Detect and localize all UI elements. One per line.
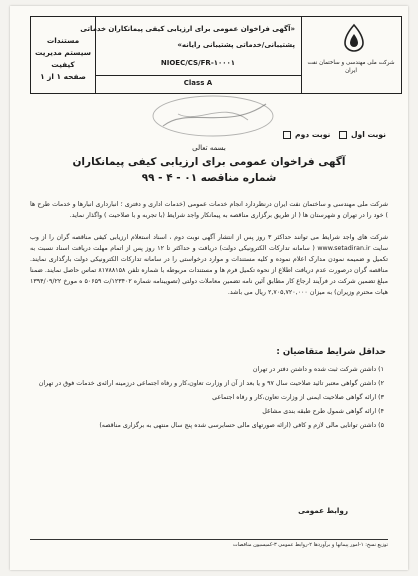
signature-label: روابط عمومی (298, 506, 348, 515)
document-page (10, 6, 408, 570)
issue-checkboxes (282, 130, 386, 139)
doc-title-line2: پشتیبانی/خدماتی پشتیبانی رایانه» (177, 41, 295, 49)
organization-name: شرکت ملی مهندسی و ساختمان نفت ایران (307, 60, 395, 74)
intro-paragraph: شرکت ملی مهندسی و ساختمان نفت ایران درنظردارد انجام خدمات عمومی (خدمات اداری و دفتری ؛ انبارداری انبارها و خدمات طرح ها ) خود را در تهران و شهرستان ها ( از طریق برگزاری مناقصه به پیمانکار واجد شرایط (با تجربه و با صلاحیت ) واگذار نماید. (30, 201, 388, 219)
nioec-logo-icon (341, 23, 367, 53)
first-issue-checkbox[interactable] (339, 131, 347, 139)
condition-item: ۳) ارائه گواهی صلاحیت ایمنی از وزارت تعاون،کار و رفاه اجتماعی (212, 394, 384, 401)
doc-code: NIOEC/CS/FR-۱۰۰۰۱ (160, 59, 236, 67)
condition-item: ۲) داشتن گواهی معتبر تائید صلاحیت سال ۹۷ و یا بعد از آن از وزارت تعاون،کار و رفاه اجتماعی درزمینه ارائه‌ی خدمات فوق در تهران (38, 380, 384, 387)
condition-item: ۵) داشتن توانایی مالی لازم و کافی (ارائه صورتهای مالی حسابرسی شده پنج سال منتهی به برگزاری مناقصه) (99, 422, 384, 429)
approval-stamp-icon (138, 86, 288, 146)
second-issue-label: نوبت دوم (295, 130, 331, 139)
first-issue-label: نوبت اول (350, 130, 386, 139)
condition-item: ۱) داشتن شرکت ثبت شده و داشتن دفتر در تهران (252, 366, 384, 373)
second-issue-checkbox[interactable] (283, 131, 291, 139)
distribution-footer: توزیع نسخ: ۱-امور پیمانها و برآوردها ۲-روابط عمومی ۳-کمیسیون مناقصات (232, 542, 388, 548)
conditions-heading: حداقل شرایط متقاضیان : (276, 347, 386, 357)
condition-item: ۴) ارائه گواهی شمول طرح طبقه بندی مشاغل (262, 408, 384, 415)
class-label: Class A (183, 79, 213, 87)
instructions-paragraph: شرکت های واجد شرایط می توانند حداکثر ۳ روز پس از انتشار آگهی نوبت دوم ، اسناد استعلام ارزیابی کیفی مناقصه گران را از وب سایت www.setadiran.ir ( سامانه تدارکات الکترونیکی دولت) دریافت و حداکثر تا ۱۲ روز پس از اتمام مهلت دریافت اسناد نسبت به تکمیل و ضمیمه نمودن مدارک اعلام نموده و کلیه مستندات و موارد درخواستی را در سامانه تدارکات الکترونیکی دولت بارگذاری نمایند. مناقصه گران درصورت عدم دریافت اطلاع از نحوه تکمیل فرم ها و مستندات مربوطه با شماره تلفن ۸۱۷۸۸۱۵۸ تماس حاصل نمایند. ضمنا مبلغ تضمین شرکت در فرآیند ارجاع کار مطابق آئین نامه تضمین معاملات دولتی (تصویبنامه شماره ۱۲۳۴۰۲/ت ۵۰۶۵۹ ه مورخ ۱۳۹۴/۰۹/۲۲ هیات محترم وزیران) به میزان ۲,۷۰۵,۷۲۰,۰۰۰ ریال می باشد. (30, 234, 389, 296)
header-title-cell (80, 17, 302, 93)
header-logo-cell (301, 17, 401, 93)
footer-divider (30, 539, 388, 540)
conditions-list (30, 364, 384, 434)
quality-system-label: مستندات سیستم مدیریت کیفیت (34, 36, 91, 69)
header-divider (95, 75, 301, 76)
doc-title-line1: «آگهی فراخوان عمومی برای ارزیابی کیفی پیمانکاران خدماتی (80, 25, 295, 33)
announcement-title: آگهی فراخوان عمومی برای ارزیابی کیفی پیمانکاران (72, 156, 346, 168)
bismillah-text: بسمه تعالی (192, 144, 226, 152)
document-header-table (30, 16, 402, 94)
tender-number: شماره مناقصه ۰۱ - ۴ - ۹۹ (141, 172, 277, 184)
header-left-info (35, 35, 91, 83)
page-number-label: صفحه ۱ از ۱ (40, 72, 86, 81)
